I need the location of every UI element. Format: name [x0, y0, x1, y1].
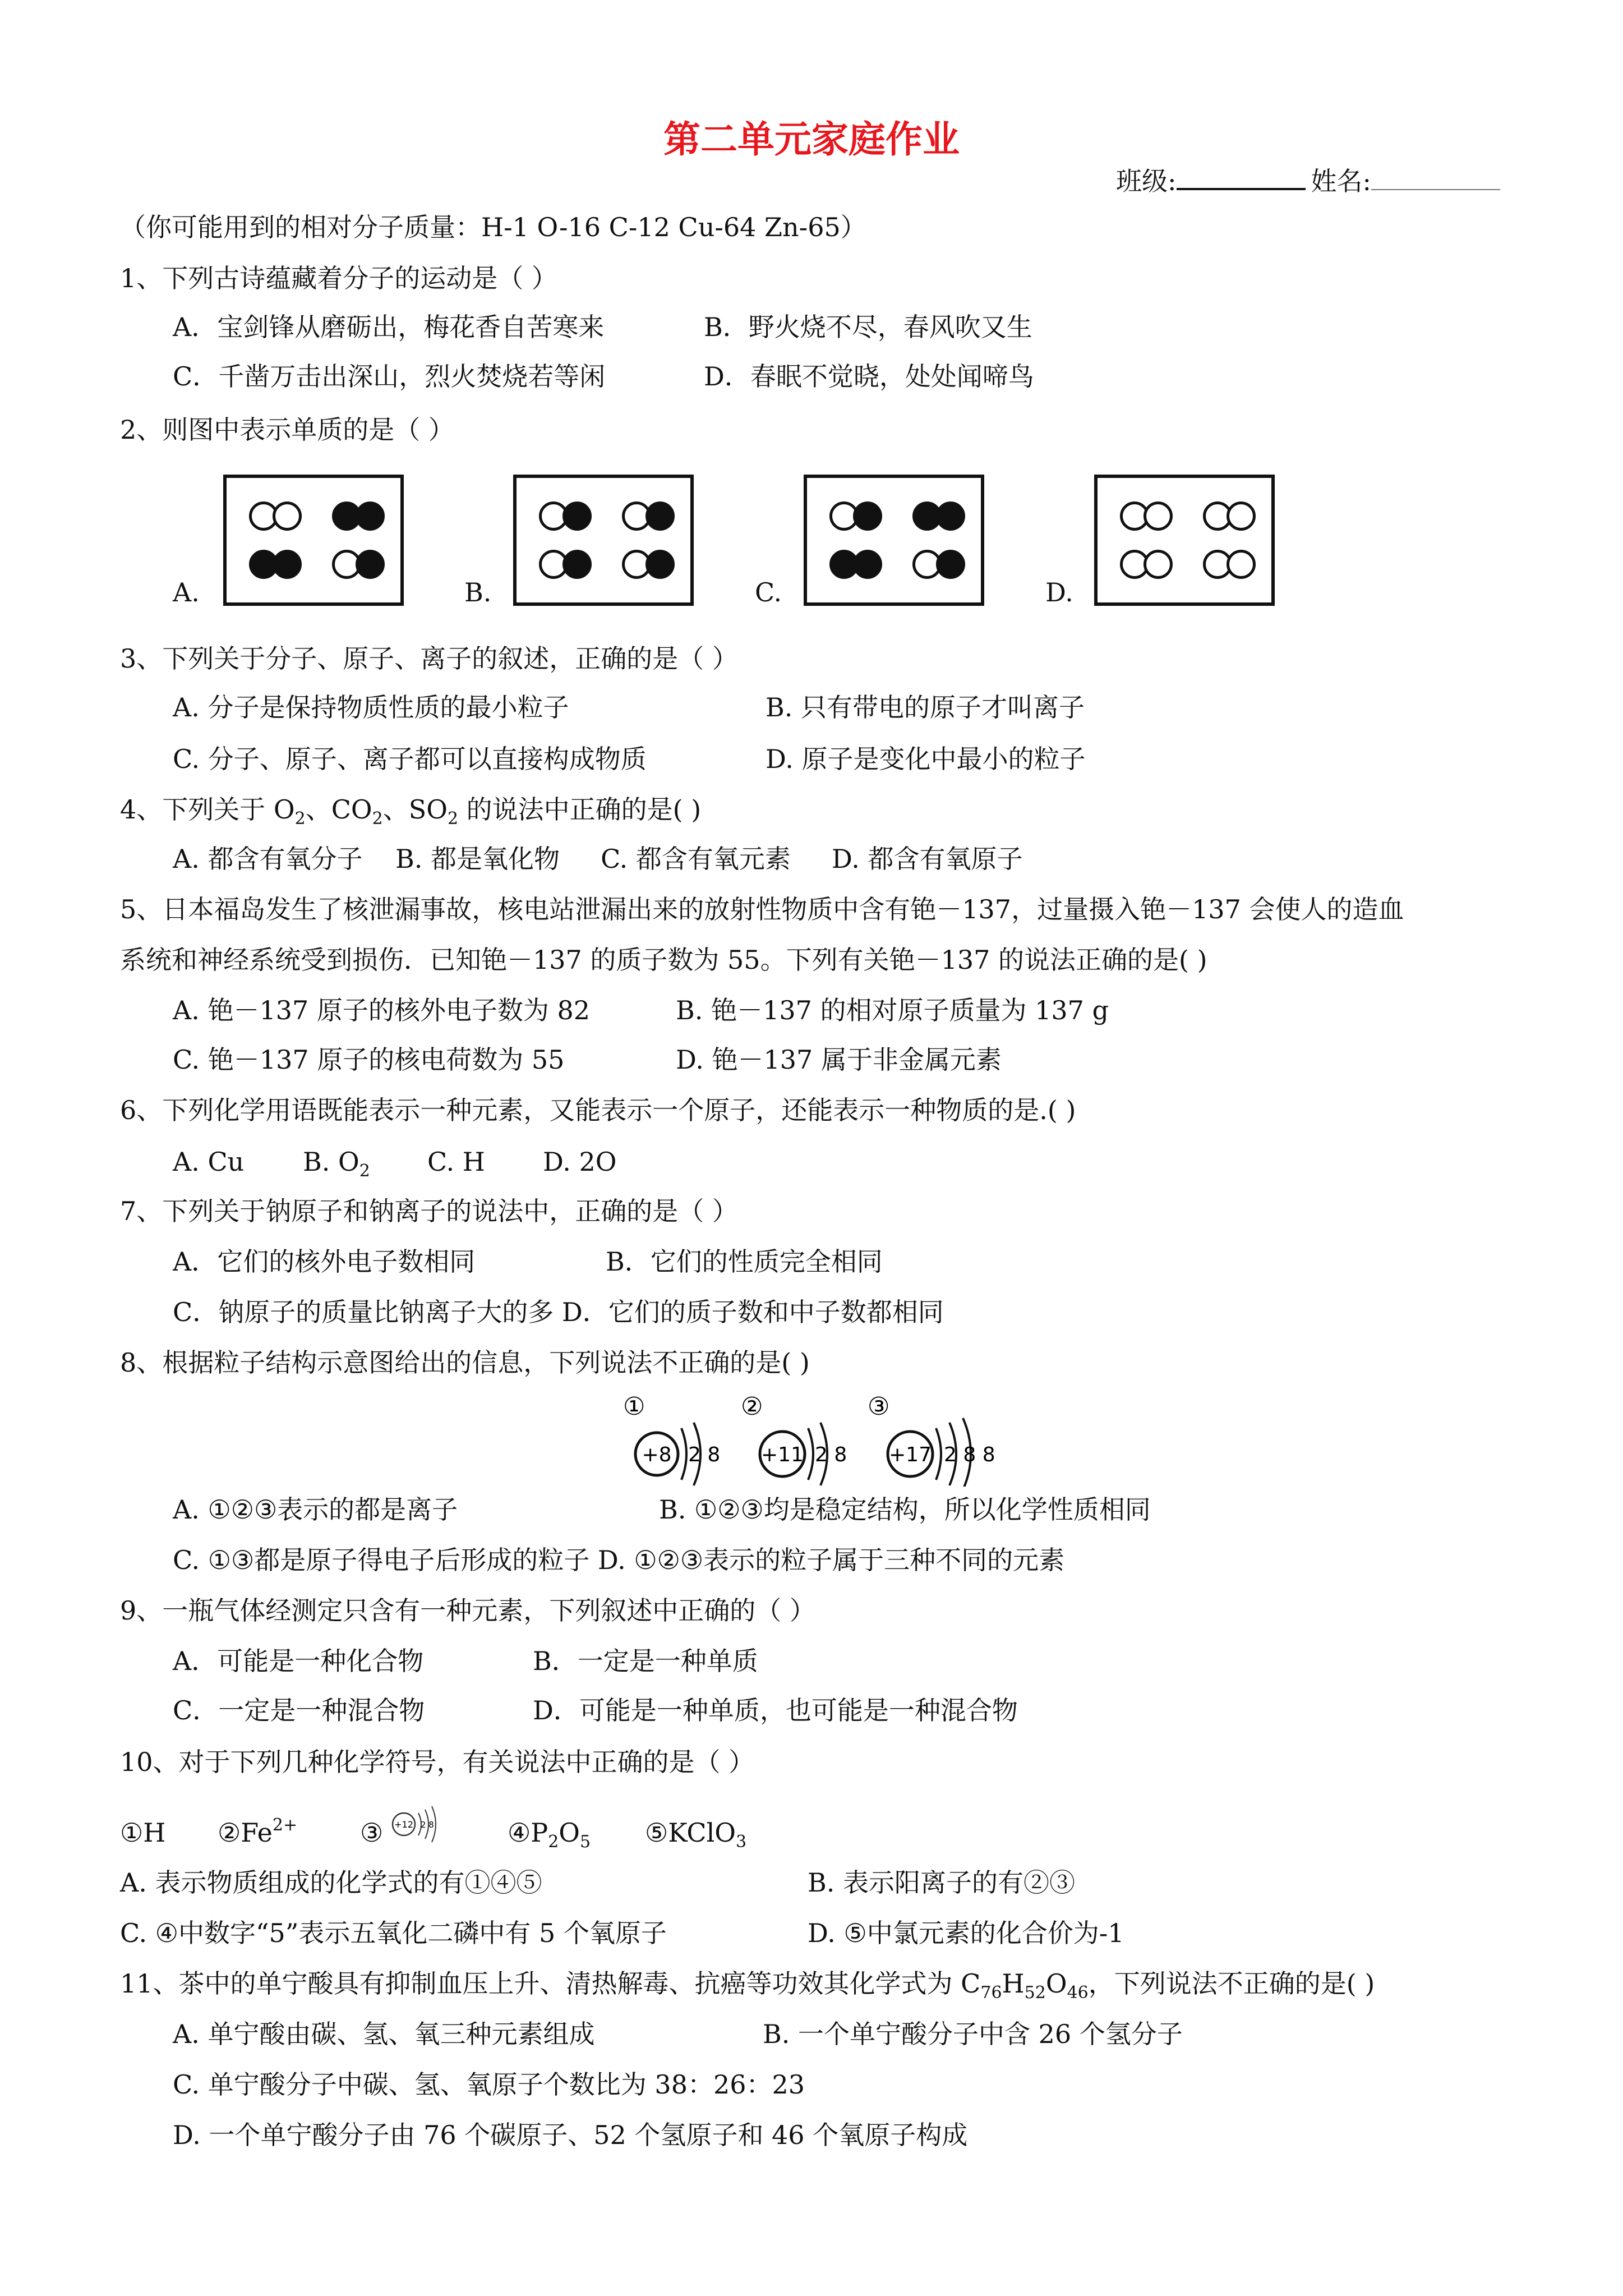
class-field[interactable] [1177, 165, 1306, 190]
q7-stem: 7、下列关于钠原子和钠离子的说法中，正确的是（ ） [120, 1196, 738, 1226]
subscript: 52 [1024, 1983, 1046, 2003]
q8-stem: 8、根据粒子结构示意图给出的信息，下列说法不正确的是( ) [120, 1347, 810, 1378]
q3-option-b[interactable]: B. 只有带电的原子才叫离子 [766, 692, 1085, 723]
particle-2-nucleus: +11 [761, 1443, 804, 1466]
q4-stem-mid: 、SO [382, 794, 448, 825]
q6-option-b-text: B. O [303, 1147, 359, 1177]
particle-3-nucleus: +17 [889, 1443, 932, 1466]
q8-option-c-d[interactable]: C. ①③都是原子得电子后形成的粒子 D. ①②③表示的粒子属于三种不同的元素 [173, 1545, 1065, 1575]
particle-3-shells: 2 8 8 [944, 1443, 995, 1466]
electron-shell [681, 1428, 686, 1480]
black-atom [356, 501, 385, 531]
q2-label-c[interactable]: C. [755, 577, 782, 608]
page-title: 第二单元家庭作业 [663, 117, 960, 161]
q10-symbol-4-text: ④P [508, 1818, 548, 1848]
q10-symbol-4-text: O [559, 1818, 580, 1848]
q5-option-b[interactable]: B. 铯－137 的相对原子质量为 137 g [676, 995, 1109, 1025]
q8-option-b[interactable]: B. ①②③均是稳定结构，所以化学性质相同 [659, 1494, 1151, 1525]
q6-option-d[interactable]: D. 2O [543, 1147, 617, 1177]
black-atom [562, 550, 592, 579]
q5-line2: 系统和神经系统受到损伤．已知铯－137 的质子数为 55。下列有关铯－137 的说法正确的是( ) [120, 945, 1207, 975]
name-field[interactable] [1371, 167, 1500, 190]
q2-label-d[interactable]: D. [1045, 577, 1073, 608]
subscript: 2 [294, 809, 306, 829]
q10-symbol-4 [508, 1815, 591, 1850]
superscript: 2+ [272, 1815, 298, 1835]
particle-1-mark: ① [623, 1392, 645, 1421]
q10-option-a[interactable]: A. 表示物质组成的化学式的有①④⑤ [120, 1867, 542, 1898]
particle-2-shells: 2 8 [815, 1443, 847, 1466]
q4-options[interactable]: A. 都含有氧分子 B. 都是氧化物 C. 都含有氧元素 D. 都含有氧原子 [173, 844, 1023, 874]
q2-stem: 2、则图中表示单质的是（ ） [120, 415, 454, 445]
magnesium-ion-diagram [387, 1801, 449, 1846]
q10-symbol-1: ①H [120, 1818, 166, 1848]
particle-2-mark: ② [741, 1392, 763, 1421]
black-atom [356, 550, 385, 579]
subscript: 2 [548, 1832, 559, 1852]
q5-option-a[interactable]: A. 铯－137 原子的核外电子数为 82 [173, 995, 591, 1025]
q10-symbol-5 [645, 1815, 746, 1850]
q4-stem [120, 792, 701, 827]
black-atom [936, 550, 965, 579]
q3-option-d[interactable]: D. 原子是变化中最小的粒子 [766, 744, 1086, 774]
q11-formula-o: O [1045, 1968, 1067, 1999]
q10-ion-shells: 2 8 [421, 1820, 434, 1830]
q2-label-b[interactable]: B. [464, 577, 492, 608]
class-label: 班级: [1116, 166, 1177, 196]
q2-diagram-b[interactable] [513, 475, 694, 606]
q5-option-c[interactable]: C. 铯－137 原子的核电荷数为 55 [173, 1045, 565, 1075]
q9-option-a[interactable]: A．可能是一种化合物 [173, 1646, 424, 1676]
black-atom [562, 501, 592, 531]
q1-option-a[interactable]: A．宝剑锋从磨砺出，梅花香自苦寒来 [173, 312, 605, 342]
q8-option-a[interactable]: A. ①②③表示的都是离子 [173, 1494, 458, 1525]
q1-option-d[interactable]: D．春眠不觉晓，处处闻啼鸟 [704, 361, 1034, 392]
class-name-line [1116, 164, 1500, 199]
q10-symbol-5-text: ⑤KClO [645, 1818, 736, 1848]
q11-stem-pre: 11、茶中的单宁酸具有抑制血压上升、清热解毒、抗癌等功效其化学式为 C [120, 1968, 981, 1999]
q9-option-b[interactable]: B．一定是一种单质 [533, 1646, 758, 1676]
q1-option-b[interactable]: B．野火烧不尽，春风吹又生 [704, 312, 1032, 342]
q1-stem: 1、下列古诗蕴藏着分子的运动是（ ） [120, 263, 557, 293]
q3-option-a[interactable]: A. 分子是保持物质性质的最小粒子 [173, 692, 569, 723]
q4-stem-post: 的说法中正确的是( ) [458, 794, 702, 825]
q10-stem: 10、对于下列几种化学符号，有关说法中正确的是（ ） [120, 1747, 755, 1777]
black-atom [273, 550, 302, 579]
q11-stem-post: ，下列说法不正确的是( ) [1088, 1968, 1375, 1999]
black-atom [645, 501, 675, 531]
q10-option-b[interactable]: B. 表示阳离子的有②③ [808, 1867, 1076, 1898]
subscript: 2 [372, 809, 383, 829]
q10-symbol-2-text: ②Fe [218, 1818, 273, 1848]
q7-option-b[interactable]: B．它们的性质完全相同 [606, 1246, 883, 1277]
q10-ion-nucleus: +12 [394, 1819, 413, 1830]
white-atom [1144, 501, 1173, 531]
q3-option-c[interactable]: C. 分子、原子、离子都可以直接构成物质 [173, 744, 647, 774]
q10-option-c[interactable]: C. ④中数字“5”表示五氧化二磷中有 5 个氧原子 [120, 1918, 667, 1948]
subscript: 2 [359, 1161, 370, 1181]
q2-diagram-c[interactable] [804, 475, 984, 606]
q3-stem: 3、下列关于分子、原子、离子的叙述，正确的是（ ） [120, 643, 738, 674]
black-atom [853, 501, 882, 531]
q2-diagram-d[interactable] [1094, 475, 1275, 606]
q5-line1: 5、日本福岛发生了核泄漏事故，核电站泄漏出来的放射性物质中含有铯－137，过量摄入铯－137 会使人的造血 [120, 894, 1404, 924]
q10-option-d[interactable]: D. ⑤中氯元素的化合价为-1 [808, 1918, 1124, 1948]
particle-1-nucleus: +8 [642, 1443, 672, 1466]
q7-option-a[interactable]: A．它们的核外电子数相同 [173, 1246, 476, 1277]
q6-option-c[interactable]: C. H [427, 1147, 485, 1177]
q9-stem: 9、一瓶气体经测定只含有一种元素，下列叙述中正确的（ ） [120, 1595, 815, 1626]
subscript: 2 [447, 809, 459, 829]
q1-option-c[interactable]: C．千凿万击出深山，烈火焚烧若等闲 [173, 361, 606, 392]
black-atom [853, 550, 882, 579]
q10-symbol-2 [218, 1815, 297, 1850]
subscript: 3 [736, 1832, 747, 1852]
q9-option-d[interactable]: D．可能是一种单质，也可能是一种混合物 [533, 1695, 1018, 1726]
q11-formula-h: H [1002, 1968, 1025, 1999]
electron-shell [808, 1428, 813, 1480]
q7-option-c-d[interactable]: C．钠原子的质量比钠离子大的多 D．它们的质子数和中子数都相同 [173, 1297, 944, 1327]
q2-label-a[interactable]: A. [173, 577, 200, 608]
q2-diagram-a[interactable] [223, 475, 404, 606]
particle-structure-diagram [620, 1391, 1029, 1487]
q4-stem-mid: 、CO [305, 794, 372, 825]
q5-option-d[interactable]: D. 铯－137 属于非金属元素 [676, 1045, 1002, 1075]
q11-option-c[interactable]: C. 单宁酸分子中碳、氢、氧原子个数比为 38：26：23 [173, 2069, 805, 2100]
q11-option-d[interactable]: D. 一个单宁酸分子由 76 个碳原子、52 个氢原子和 46 个氧原子构成 [173, 2120, 968, 2150]
q6-option-a[interactable]: A. Cu [173, 1147, 245, 1177]
name-label: 姓名: [1311, 166, 1371, 196]
white-atom [1227, 501, 1256, 531]
molar-mass-note: （你可能用到的相对分子质量：H-1 O-16 C-12 Cu-64 Zn-65） [120, 212, 866, 242]
q10-symbol-3: ③ [360, 1818, 384, 1848]
white-atom [1227, 550, 1256, 579]
black-atom [645, 550, 675, 579]
q11-stem [120, 1966, 1375, 2001]
q4-stem-pre: 4、下列关于 O [120, 794, 295, 825]
q11-option-b[interactable]: B. 一个单宁酸分子中含 26 个氢分子 [763, 2019, 1183, 2049]
subscript: 76 [980, 1983, 1002, 2003]
white-atom [1144, 550, 1173, 579]
q11-option-a[interactable]: A. 单宁酸由碳、氢、氧三种元素组成 [173, 2019, 595, 2049]
q9-option-c[interactable]: C．一定是一种混合物 [173, 1695, 425, 1726]
q6-stem: 6、下列化学用语既能表示一种元素，又能表示一个原子，还能表示一种物质的是.( ) [120, 1095, 1076, 1125]
particle-1-shells: 2 8 [688, 1443, 721, 1466]
subscript: 46 [1067, 1983, 1089, 2003]
subscript: 5 [580, 1832, 591, 1852]
particle-3-mark: ③ [868, 1392, 890, 1421]
black-atom [936, 501, 965, 531]
electron-shell [936, 1428, 941, 1480]
white-atom [273, 501, 302, 531]
q6-option-b[interactable] [303, 1144, 370, 1179]
